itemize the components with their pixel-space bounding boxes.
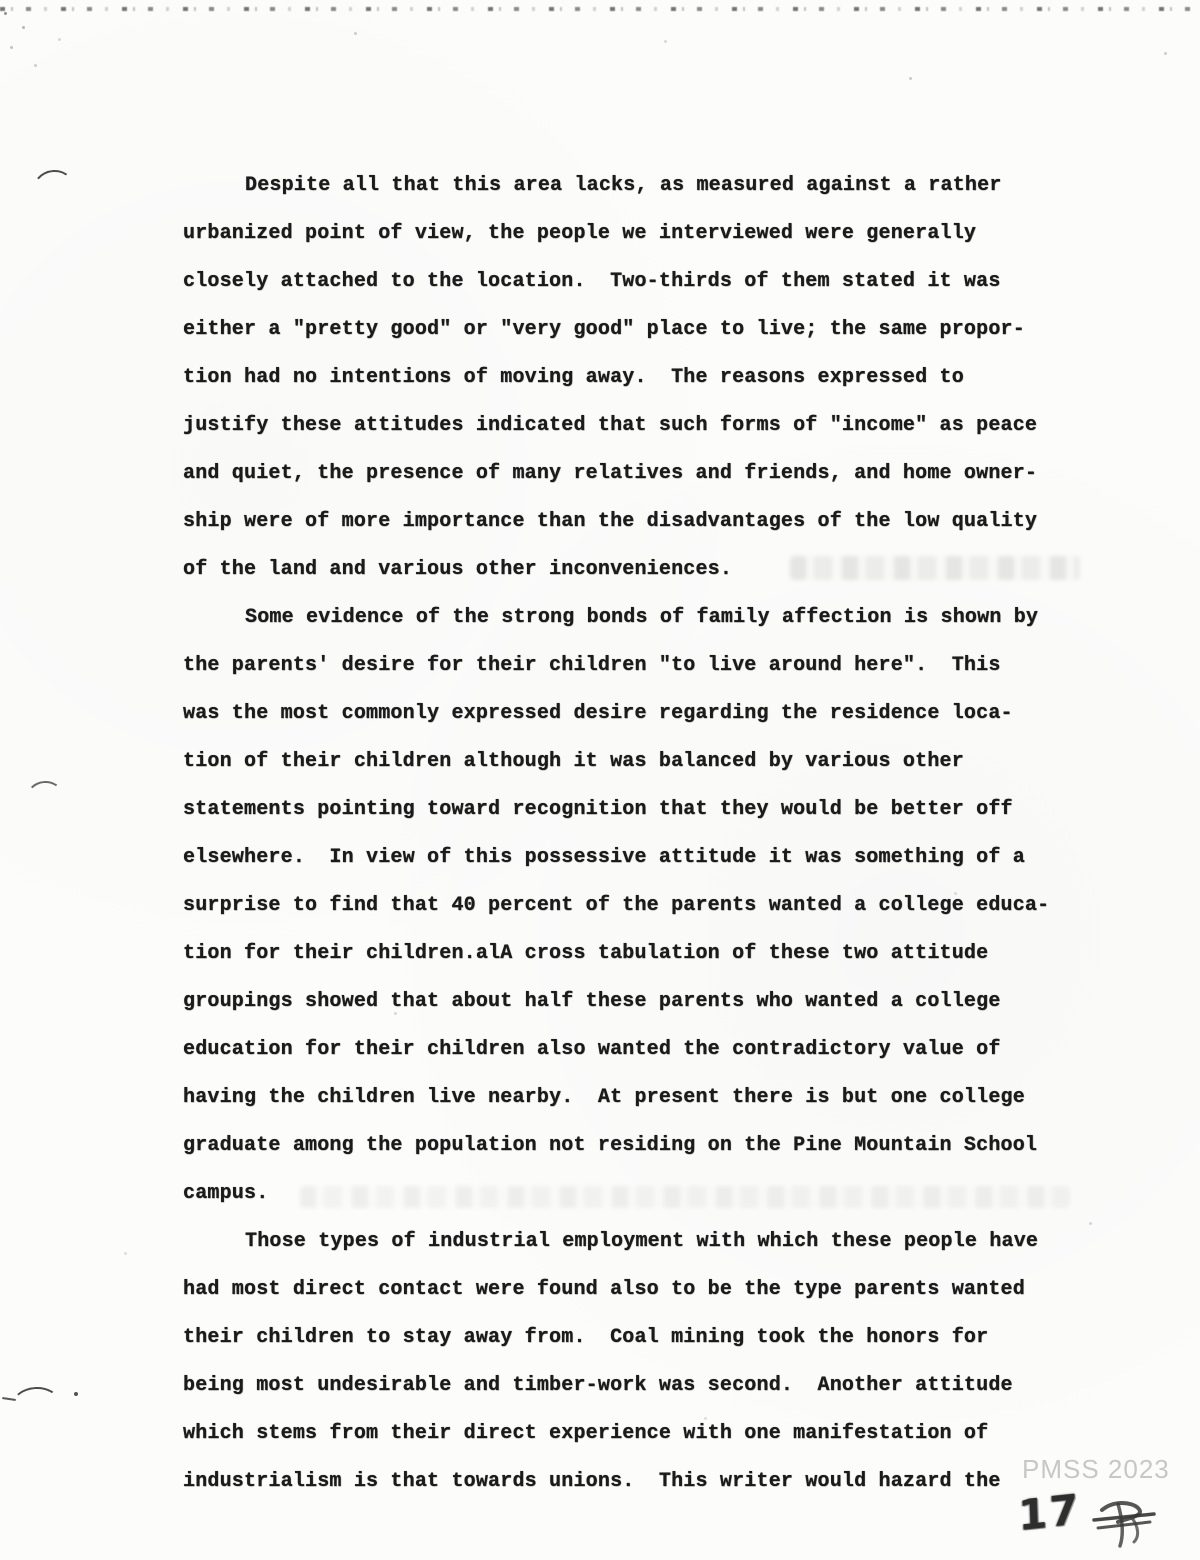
text-line: being most undesirable and timber-work was second. Another attitude: [183, 1374, 1013, 1397]
text-line: elsewhere. In view of this possessive attitude it was something of a: [183, 846, 1025, 869]
text-line: Those types of industrial employment with which these people have: [245, 1230, 1039, 1253]
margin-arc-mark: [11, 1385, 61, 1422]
crossed-out-mark: [1088, 1492, 1166, 1554]
text-line: Despite all that this area lacks, as measured against a rather: [245, 174, 1002, 197]
margin-arc-mark: [74, 1392, 78, 1396]
text-line: justify these attitudes indicated that such forms of "income" as peace: [183, 414, 1038, 437]
text-line: industrialism is that towards unions. This writer would hazard the: [183, 1470, 1001, 1493]
text-line: having the children live nearby. At present there is but one college: [183, 1086, 1025, 1109]
text-line: Some evidence of the strong bonds of family affection is shown by: [245, 606, 1039, 629]
text-line: tion had no intentions of moving away. The reasons expressed to: [183, 366, 964, 389]
margin-arc-mark: [31, 167, 78, 210]
text-line: statements pointing toward recognition that they would be better off: [183, 798, 1013, 821]
ghost-ink-smudge: [790, 556, 1080, 580]
scan-speckles: [4, 12, 7, 15]
text-line: urbanized point of view, the people we interviewed were generally: [183, 222, 977, 245]
text-line: had most direct contact were found also to be the type parents wanted: [183, 1278, 1025, 1301]
text-line: was the most commonly expressed desire regarding the residence loca-: [183, 702, 1013, 725]
text-line: the parents' desire for their children "to live around here". This: [183, 654, 1001, 677]
text-line: their children to stay away from. Coal mining took the honors for: [183, 1326, 989, 1349]
text-line: groupings showed that about half these parents who wanted a college: [183, 990, 1001, 1013]
text-line: campus.: [183, 1182, 269, 1205]
text-line: education for their children also wanted the contradictory value of: [183, 1038, 1001, 1061]
watermark: PMSS 2023: [1022, 1454, 1170, 1484]
text-line: of the land and various other inconveniences.: [183, 558, 733, 581]
text-line: ship were of more importance than the disadvantages of the low quality: [183, 510, 1038, 533]
page-number: 17: [1017, 1484, 1082, 1541]
scan-edge-artifact: [0, 7, 1200, 11]
text-line: closely attached to the location. Two-thirds of them stated it was: [183, 270, 1001, 293]
text-line: which stems from their direct experience with one manifestation of: [183, 1422, 989, 1445]
text-line: either a "pretty good" or "very good" place to live; the same propor-: [183, 318, 1025, 341]
text-line: and quiet, the presence of many relatives and friends, and home owner-: [183, 462, 1038, 485]
text-line: graduate among the population not residing on the Pine Mountain School: [183, 1134, 1038, 1157]
text-line: surprise to find that 40 percent of the parents wanted a college educa-: [183, 894, 1050, 917]
typewritten-text: [183, 162, 1073, 1506]
text-line: tion for their children.alA cross tabulation of these two attitude: [183, 942, 989, 965]
ghost-ink-smudge: [300, 1186, 1070, 1208]
margin-arc-mark: [26, 779, 64, 812]
text-line: tion of their children although it was balanced by various other: [183, 750, 964, 773]
